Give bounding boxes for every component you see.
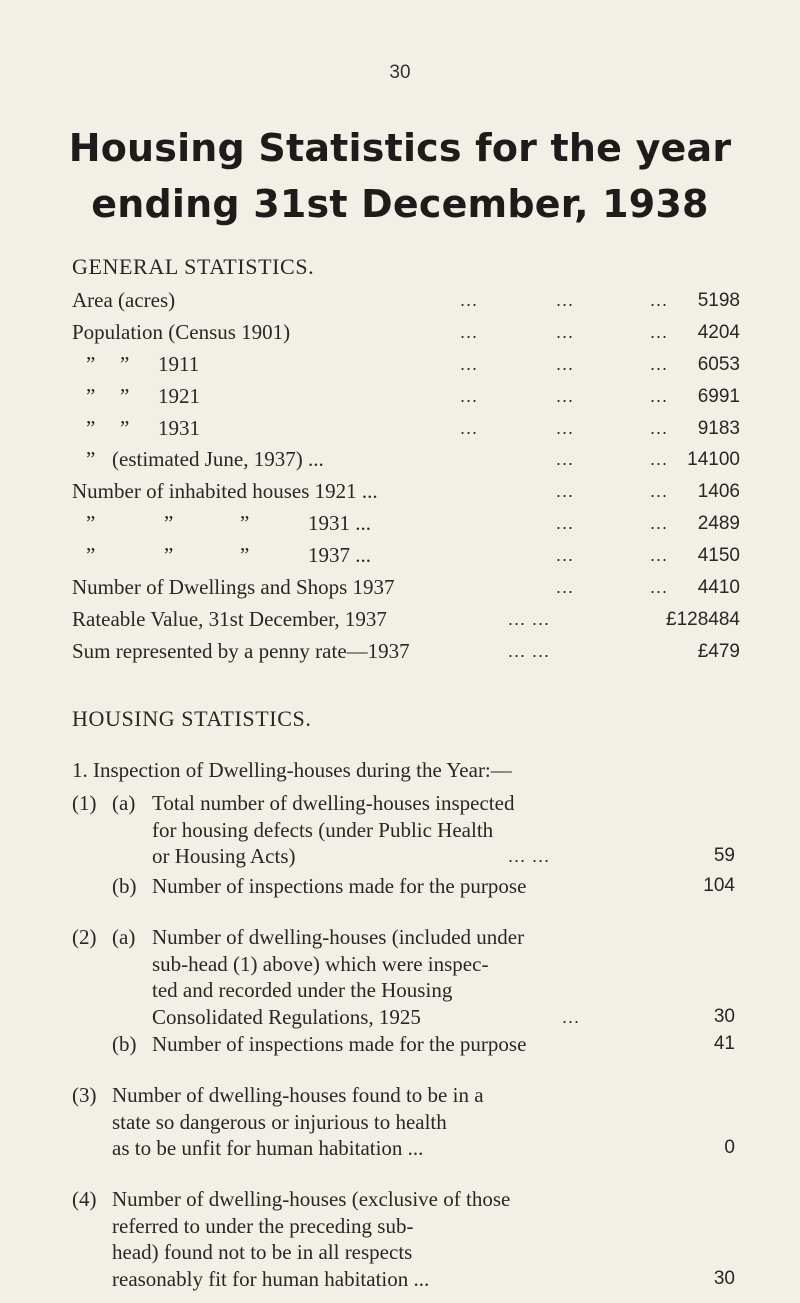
item-number: (1) (72, 791, 97, 815)
row-label: Number of Dwellings and Shops 1937 (72, 575, 395, 600)
item-value: 0 (724, 1137, 735, 1158)
leader-dots: ... (556, 353, 575, 374)
row-value: 14100 (687, 449, 740, 471)
leader-dots: ... (650, 417, 669, 438)
item-text-line: Number of dwelling-houses (exclusive of those (112, 1187, 511, 1211)
leader-dots: ... (556, 385, 575, 406)
row-value: 6053 (697, 353, 740, 375)
item-text-line: Consolidated Regulations, 1925 (152, 1004, 421, 1029)
leader-dots: ... (460, 385, 479, 406)
leader-dots: ... ... (508, 640, 551, 661)
leader-dots: ... (650, 449, 669, 470)
item-text-line: Number of dwelling-houses found to be in a (112, 1083, 484, 1107)
ditto-mark: ” (164, 543, 174, 568)
row-label: 1937 ... (308, 543, 371, 568)
row-label: 1931 (158, 415, 200, 440)
table-row (72, 476, 740, 508)
table-row (72, 636, 740, 668)
leader-dots: ... (556, 481, 575, 502)
leader-dots: ... (562, 1006, 581, 1027)
item-text-line: reasonably fit for human habitation ... (112, 1266, 430, 1291)
leader-dots: ... (556, 545, 575, 566)
housing-item-2a (0, 924, 800, 1030)
ditto-mark: ” (86, 351, 96, 376)
ditto-mark: ” (164, 511, 174, 536)
item-text-line: as to be unfit for human habitation ... (112, 1136, 424, 1160)
inspection-intro: 1. Inspection of Dwelling-houses during the Year:— (72, 758, 512, 782)
item-text-line: for housing defects (under Public Health (152, 817, 494, 842)
table-row (72, 317, 740, 349)
leader-dots: ... ... (508, 608, 551, 629)
item-text-line: ted and recorded under the Housing (152, 978, 453, 1002)
leader-dots: ... (556, 290, 575, 310)
leader-dots: ... (556, 417, 575, 438)
item-value: 59 (713, 845, 735, 866)
item-sub-letter: (b) (112, 874, 137, 898)
leader-dots: ... (650, 321, 669, 342)
row-value: 5198 (697, 290, 740, 311)
item-sub-letter: (a) (112, 925, 136, 949)
table-row (72, 508, 740, 540)
leader-dots: ... (556, 513, 575, 534)
ditto-mark: ” (120, 415, 130, 440)
row-value: 4150 (697, 545, 740, 567)
item-number: (2) (72, 925, 97, 949)
row-value: 2489 (697, 513, 740, 535)
ditto-mark: ” (86, 543, 96, 568)
housing-statistics-heading: HOUSING STATISTICS. (72, 706, 312, 731)
ditto-mark: ” (86, 447, 96, 472)
item-text-line: sub-head (1) above) which were inspec- (152, 951, 489, 976)
housing-item-1a (0, 790, 800, 870)
ditto-mark: ” (120, 383, 130, 408)
leader-dots: ... ... (508, 846, 551, 866)
leader-dots: ... (650, 481, 669, 502)
leader-dots: ... (556, 449, 575, 470)
leader-dots: ... (556, 321, 575, 342)
row-value: 4204 (697, 321, 740, 343)
row-label: Rateable Value, 31st December, 1937 (72, 606, 387, 631)
row-value: £128484 (666, 608, 740, 630)
leader-dots: ... (650, 290, 669, 310)
row-value: 1406 (697, 481, 740, 503)
housing-item-3 (0, 1082, 800, 1162)
item-sub-letter: (a) (112, 791, 136, 815)
row-value: 9183 (697, 417, 740, 439)
item-sub-letter: (b) (112, 1032, 137, 1056)
item-text-line: referred to under the preceding sub- (112, 1213, 414, 1238)
item-text-line: Number of inspections made for the purpose (152, 874, 527, 898)
ditto-mark: ” (240, 511, 250, 536)
leader-dots: ... (650, 577, 669, 598)
row-label: 1921 (158, 383, 200, 408)
row-value: 6991 (697, 385, 740, 407)
row-label: 1931 ... (308, 511, 371, 536)
leader-dots: ... (650, 545, 669, 566)
item-text-line: head) found not to be in all respects (112, 1240, 413, 1264)
leader-dots: ... (460, 290, 479, 310)
item-text-line: Number of dwelling-houses (included under (152, 925, 525, 949)
item-value: 30 (713, 1005, 735, 1027)
item-number: (3) (72, 1083, 97, 1107)
item-number: (4) (72, 1187, 97, 1211)
page-title (0, 120, 800, 232)
ditto-mark: ” (86, 383, 96, 408)
housing-item-1b (0, 873, 800, 900)
table-row (72, 540, 740, 572)
row-value: £479 (697, 640, 740, 662)
leader-dots: ... (650, 353, 669, 374)
item-value: 104 (703, 875, 735, 896)
item-text-line: state so dangerous or injurious to health (112, 1109, 447, 1134)
item-text-line: or Housing Acts) (152, 844, 296, 868)
table-row (72, 604, 740, 636)
leader-dots: ... (650, 513, 669, 534)
page-number: 30 (389, 62, 411, 83)
item-text-line: Total number of dwelling-houses inspected (152, 791, 515, 815)
leader-dots: ... (460, 321, 479, 342)
item-text-line: Number of inspections made for the purpose (152, 1032, 527, 1056)
ditto-mark: ” (86, 511, 96, 536)
table-row (72, 285, 740, 317)
general-statistics-heading: GENERAL STATISTICS. (72, 254, 315, 279)
row-label: Number of inhabited houses 1921 ... (72, 479, 378, 504)
row-value: 4410 (697, 577, 740, 599)
leader-dots: ... (650, 385, 669, 406)
title-line-2: ending 31st December, 1938 (91, 182, 709, 226)
ditto-mark: ” (86, 415, 96, 440)
housing-item-2b (0, 1031, 800, 1058)
item-value: 41 (713, 1033, 735, 1054)
row-label: Population (Census 1901) (72, 319, 291, 344)
leader-dots: ... (556, 577, 575, 598)
general-statistics-table (72, 285, 740, 668)
table-row (72, 444, 740, 476)
title-line-1: Housing Statistics for the year (68, 126, 732, 170)
table-row (72, 413, 740, 445)
table-row (72, 572, 740, 604)
ditto-mark: ” (240, 543, 250, 568)
leader-dots: ... (460, 353, 479, 374)
housing-item-4 (0, 1186, 800, 1292)
item-value: 30 (713, 1267, 735, 1289)
table-row (72, 381, 740, 413)
row-label: 1911 (158, 351, 200, 376)
row-label: Sum represented by a penny rate—1937 (72, 638, 410, 663)
row-label: Area (acres) (72, 288, 176, 312)
leader-dots: ... (460, 417, 479, 438)
table-row (72, 349, 740, 381)
ditto-mark: ” (120, 351, 130, 376)
row-label: (estimated June, 1937) ... (112, 447, 324, 472)
